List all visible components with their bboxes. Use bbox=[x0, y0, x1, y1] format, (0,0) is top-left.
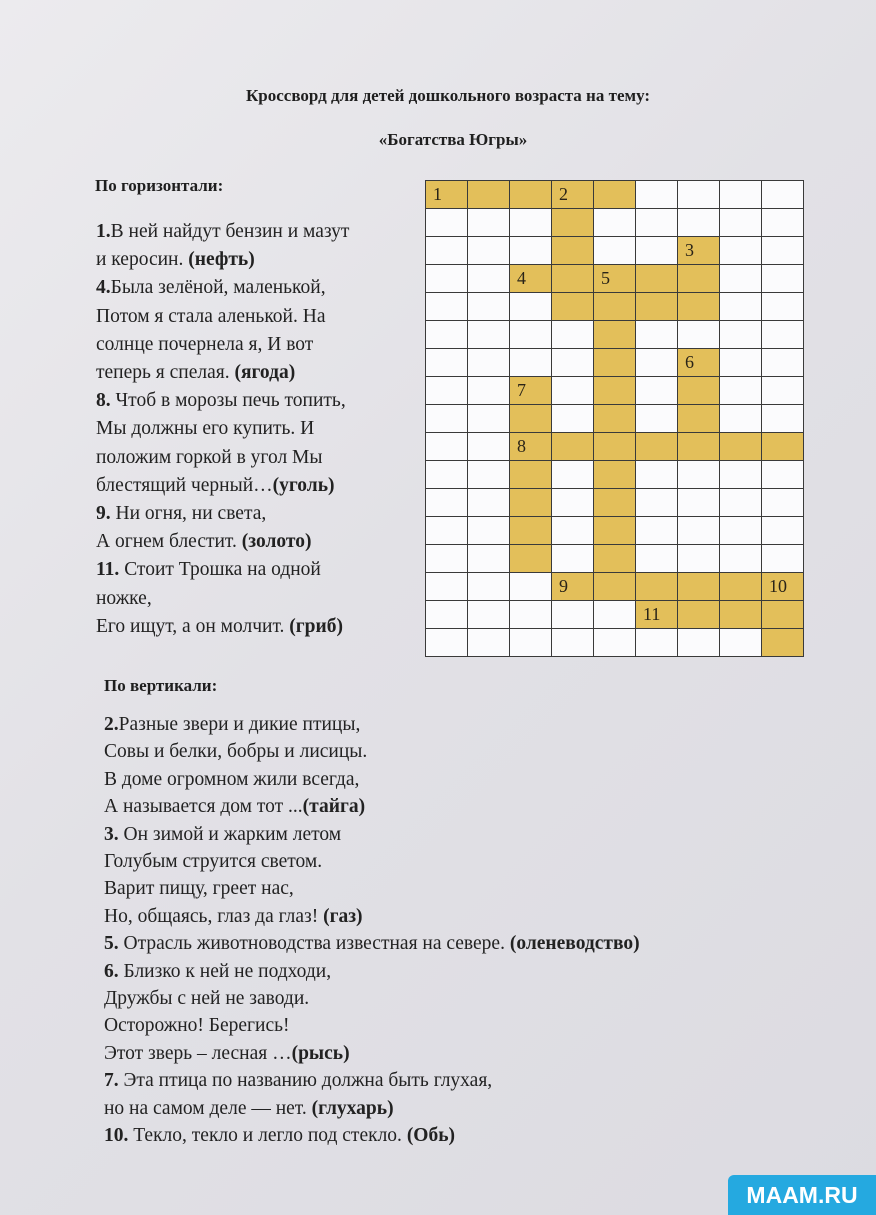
clue-text: Чтоб в морозы печь топить, bbox=[110, 390, 346, 412]
clue-answer: (глухарь) bbox=[311, 1097, 394, 1119]
clue-text: Потом я стала аленькой. На bbox=[96, 305, 326, 327]
grid-cell bbox=[762, 293, 804, 321]
answer-cell bbox=[678, 349, 720, 377]
clue-line bbox=[104, 958, 640, 985]
answer-cell bbox=[594, 517, 636, 545]
grid-cell bbox=[468, 573, 510, 601]
clue-text: Голубым струится светом. bbox=[104, 851, 323, 873]
grid-cell bbox=[426, 545, 468, 573]
grid-cell bbox=[720, 489, 762, 517]
grid-cell bbox=[762, 489, 804, 517]
grid-cell bbox=[678, 517, 720, 545]
grid-cell bbox=[594, 237, 636, 265]
answer-cell bbox=[552, 181, 594, 209]
clue-text: Этот зверь – лесная … bbox=[104, 1042, 292, 1064]
down-clue-list bbox=[104, 711, 640, 1150]
grid-cell bbox=[552, 405, 594, 433]
grid-cell bbox=[720, 461, 762, 489]
answer-cell bbox=[594, 265, 636, 293]
grid-cell bbox=[594, 629, 636, 657]
grid-cell bbox=[636, 461, 678, 489]
across-clue-1 bbox=[96, 218, 349, 274]
clue-answer: (газ) bbox=[323, 905, 363, 927]
grid-cell bbox=[468, 545, 510, 573]
grid-cell bbox=[426, 601, 468, 629]
answer-cell bbox=[678, 293, 720, 321]
clue-line bbox=[104, 1012, 640, 1039]
grid-cell bbox=[426, 573, 468, 601]
grid-cell bbox=[720, 265, 762, 293]
answer-cell bbox=[594, 461, 636, 489]
clue-answer: (рысь) bbox=[291, 1042, 350, 1064]
grid-cell bbox=[720, 181, 762, 209]
grid-cell bbox=[636, 349, 678, 377]
answer-cell bbox=[762, 629, 804, 657]
clue-number: 2. bbox=[104, 714, 119, 735]
answer-cell bbox=[636, 601, 678, 629]
clue-text: Варит пищу, греет нас, bbox=[104, 878, 294, 900]
answer-cell bbox=[636, 573, 678, 601]
across-clue-8 bbox=[96, 387, 349, 500]
answer-cell bbox=[678, 405, 720, 433]
answer-cell bbox=[552, 433, 594, 461]
grid-cell bbox=[426, 405, 468, 433]
grid-cell bbox=[426, 377, 468, 405]
clue-text: А называется дом тот ... bbox=[104, 796, 303, 818]
grid-cell bbox=[510, 293, 552, 321]
clue-text: положим горкой в угол Мы bbox=[96, 446, 323, 468]
grid-cell bbox=[510, 349, 552, 377]
clue-number: 11. bbox=[96, 559, 120, 581]
answer-cell bbox=[762, 433, 804, 461]
clue-line bbox=[104, 766, 640, 793]
clue-text: Стоит Трошка на одной bbox=[119, 559, 321, 581]
answer-cell bbox=[594, 405, 636, 433]
grid-cell bbox=[762, 209, 804, 237]
title-line-1: Кроссворд для детей дошкольного возраста на тему: bbox=[245, 86, 650, 105]
grid-cell bbox=[552, 349, 594, 377]
answer-cell bbox=[594, 433, 636, 461]
grid-cell bbox=[678, 181, 720, 209]
answer-cell bbox=[552, 573, 594, 601]
answer-cell bbox=[594, 349, 636, 377]
grid-cell bbox=[468, 321, 510, 349]
cell-number: 5 bbox=[601, 268, 610, 288]
across-clue-9 bbox=[96, 500, 349, 556]
grid-cell bbox=[426, 293, 468, 321]
clue-line bbox=[96, 303, 349, 331]
answer-cell bbox=[594, 489, 636, 517]
answer-cell bbox=[594, 573, 636, 601]
clue-answer: (ягода) bbox=[234, 362, 296, 384]
grid-cell bbox=[552, 545, 594, 573]
answer-cell bbox=[594, 545, 636, 573]
clue-line bbox=[96, 359, 349, 387]
grid-cell bbox=[636, 629, 678, 657]
down-clue-6 bbox=[104, 958, 640, 1068]
grid-cell bbox=[426, 433, 468, 461]
grid-cell bbox=[594, 601, 636, 629]
grid-cell bbox=[762, 377, 804, 405]
clue-line bbox=[96, 500, 349, 528]
clue-number: 7. bbox=[104, 1070, 119, 1092]
grid-cell bbox=[426, 349, 468, 377]
answer-cell bbox=[426, 181, 468, 209]
grid-cell bbox=[678, 461, 720, 489]
grid-cell bbox=[762, 265, 804, 293]
clue-line bbox=[104, 1095, 640, 1122]
cell-number: 4 bbox=[517, 268, 526, 288]
answer-cell bbox=[552, 209, 594, 237]
grid-cell bbox=[552, 377, 594, 405]
clue-line bbox=[96, 246, 349, 274]
grid-cell bbox=[552, 601, 594, 629]
clue-line bbox=[104, 848, 640, 875]
grid-cell bbox=[552, 517, 594, 545]
clue-line bbox=[96, 331, 349, 359]
grid-cell bbox=[552, 461, 594, 489]
clue-text: Отрасль животноводства известная на севере. bbox=[118, 933, 510, 955]
answer-cell bbox=[594, 181, 636, 209]
answer-cell bbox=[510, 405, 552, 433]
cell-number: 10 bbox=[769, 576, 787, 596]
across-clue-4 bbox=[96, 274, 349, 387]
clue-text: В доме огромном жили всегда, bbox=[104, 768, 360, 790]
grid-cell bbox=[468, 601, 510, 629]
clue-line bbox=[96, 585, 349, 613]
clue-text: Но, общаясь, глаз да глаз! bbox=[104, 905, 324, 927]
clue-text: Текло, текло и легло под стекло. bbox=[128, 1125, 407, 1147]
grid-cell bbox=[678, 209, 720, 237]
clue-number: 4. bbox=[96, 277, 111, 299]
grid-cell bbox=[720, 629, 762, 657]
clue-line bbox=[96, 556, 349, 584]
answer-cell bbox=[468, 181, 510, 209]
grid-cell bbox=[762, 321, 804, 349]
grid-cell bbox=[762, 545, 804, 573]
clue-line bbox=[104, 793, 640, 820]
grid-cell bbox=[510, 573, 552, 601]
clue-answer: (уголь) bbox=[272, 474, 335, 496]
clue-text: Эта птица по названию должна быть глухая, bbox=[118, 1070, 493, 1092]
grid-cell bbox=[636, 181, 678, 209]
answer-cell bbox=[594, 377, 636, 405]
down-clue-3 bbox=[104, 821, 640, 931]
grid-cell bbox=[720, 321, 762, 349]
answer-cell bbox=[510, 433, 552, 461]
answer-cell bbox=[510, 489, 552, 517]
grid-cell bbox=[510, 237, 552, 265]
across-clue-11 bbox=[96, 556, 349, 641]
clue-number: 9. bbox=[96, 503, 111, 525]
grid-cell bbox=[468, 237, 510, 265]
answer-cell bbox=[762, 601, 804, 629]
grid-cell bbox=[762, 461, 804, 489]
answer-cell bbox=[510, 461, 552, 489]
answer-cell bbox=[510, 545, 552, 573]
clue-text: Была зелёной, маленькой, bbox=[110, 277, 326, 299]
answer-cell bbox=[678, 433, 720, 461]
answer-cell bbox=[510, 181, 552, 209]
answer-cell bbox=[678, 377, 720, 405]
clue-line bbox=[104, 711, 640, 738]
maam-logo[interactable]: MAAM.RU bbox=[728, 1175, 876, 1215]
down-clue-2 bbox=[104, 711, 640, 821]
title-line-2: «Богатства Югры» bbox=[378, 130, 528, 149]
grid-cell bbox=[468, 349, 510, 377]
answer-cell bbox=[678, 237, 720, 265]
clue-answer: (Обь) bbox=[406, 1125, 456, 1147]
grid-cell bbox=[636, 517, 678, 545]
grid-cell bbox=[720, 293, 762, 321]
grid-cell bbox=[636, 237, 678, 265]
answer-cell bbox=[678, 573, 720, 601]
grid-cell bbox=[762, 517, 804, 545]
clue-line bbox=[96, 387, 349, 415]
answer-cell bbox=[594, 321, 636, 349]
cell-number: 3 bbox=[685, 240, 694, 260]
clue-text: А огнем блестит. bbox=[96, 531, 242, 553]
clue-text: солнце почернела я, И вот bbox=[96, 333, 314, 355]
clue-text: Разные звери и дикие птицы, bbox=[118, 714, 361, 735]
down-clue-5 bbox=[104, 930, 640, 957]
clue-text: Совы и белки, бобры и лисицы. bbox=[104, 741, 368, 763]
grid-cell bbox=[468, 433, 510, 461]
answer-cell bbox=[510, 517, 552, 545]
clue-number: 6. bbox=[104, 960, 119, 982]
grid-cell bbox=[636, 321, 678, 349]
grid-cell bbox=[468, 517, 510, 545]
grid-cell bbox=[762, 181, 804, 209]
grid-cell bbox=[426, 265, 468, 293]
grid-cell bbox=[468, 489, 510, 517]
cell-number: 2 bbox=[559, 184, 568, 204]
grid-cell bbox=[720, 517, 762, 545]
clue-line bbox=[96, 472, 349, 500]
answer-cell bbox=[552, 237, 594, 265]
clue-number: 10. bbox=[104, 1125, 129, 1147]
grid-cell bbox=[720, 237, 762, 265]
grid-cell bbox=[510, 209, 552, 237]
grid-cell bbox=[762, 349, 804, 377]
clue-line bbox=[104, 875, 640, 902]
clue-answer: (оленеводство) bbox=[509, 933, 640, 955]
across-clue-list bbox=[96, 218, 349, 641]
answer-cell bbox=[720, 573, 762, 601]
clue-line bbox=[96, 528, 349, 556]
answer-cell bbox=[552, 265, 594, 293]
grid-cell bbox=[426, 629, 468, 657]
answer-cell bbox=[552, 293, 594, 321]
answer-cell bbox=[720, 601, 762, 629]
clue-text: Его ищут, а он молчит. bbox=[96, 615, 290, 637]
grid-cell bbox=[636, 209, 678, 237]
answer-cell bbox=[762, 573, 804, 601]
grid-cell bbox=[762, 405, 804, 433]
clue-number: 8. bbox=[96, 390, 111, 412]
grid-cell bbox=[678, 321, 720, 349]
clue-answer: (нефть) bbox=[188, 249, 255, 271]
clue-number: 1. bbox=[96, 221, 111, 242]
grid-cell bbox=[552, 629, 594, 657]
grid-cell bbox=[510, 629, 552, 657]
clue-text: блестящий черный… bbox=[96, 474, 273, 496]
cell-number: 8 bbox=[517, 436, 526, 456]
clue-line bbox=[104, 738, 640, 765]
answer-cell bbox=[636, 265, 678, 293]
grid-cell bbox=[720, 405, 762, 433]
grid-cell bbox=[426, 237, 468, 265]
answer-cell bbox=[636, 293, 678, 321]
across-heading: По горизонтали: bbox=[95, 176, 224, 195]
clue-answer: (гриб) bbox=[289, 615, 343, 637]
clue-text: Дружбы с ней не заводи. bbox=[104, 988, 310, 1010]
clue-line bbox=[104, 1122, 640, 1149]
answer-cell bbox=[720, 433, 762, 461]
grid-cell bbox=[426, 321, 468, 349]
down-clue-10 bbox=[104, 1122, 640, 1149]
answer-cell bbox=[678, 601, 720, 629]
grid-cell bbox=[468, 461, 510, 489]
clue-number: 5. bbox=[104, 933, 119, 955]
answer-cell bbox=[510, 377, 552, 405]
clue-line bbox=[96, 613, 349, 641]
grid-cell bbox=[426, 489, 468, 517]
grid-cell bbox=[510, 321, 552, 349]
grid-cell bbox=[594, 209, 636, 237]
clue-line bbox=[96, 274, 349, 302]
clue-text: Он зимой и жарким летом bbox=[118, 823, 342, 845]
grid-cell bbox=[720, 545, 762, 573]
grid-cell bbox=[636, 489, 678, 517]
clue-text: но на самом деле — нет. bbox=[104, 1097, 312, 1119]
grid-cell bbox=[468, 265, 510, 293]
grid-cell bbox=[678, 545, 720, 573]
cell-number: 6 bbox=[685, 352, 694, 372]
clue-answer: (тайга) bbox=[302, 796, 366, 818]
grid-cell bbox=[720, 209, 762, 237]
clue-text: Мы должны его купить. И bbox=[96, 418, 315, 440]
grid-cell bbox=[468, 293, 510, 321]
down-heading: По вертикали: bbox=[104, 676, 218, 695]
grid-cell bbox=[762, 237, 804, 265]
clue-text: Осторожно! Берегись! bbox=[104, 1015, 290, 1037]
grid-cell bbox=[636, 405, 678, 433]
grid-cell bbox=[552, 321, 594, 349]
answer-cell bbox=[678, 265, 720, 293]
clue-line bbox=[96, 415, 349, 443]
clue-text: и керосин. bbox=[96, 249, 189, 271]
grid-cell bbox=[678, 489, 720, 517]
clue-line bbox=[104, 930, 640, 957]
clue-line bbox=[104, 821, 640, 848]
answer-cell bbox=[636, 433, 678, 461]
clue-text: Ни огня, ни света, bbox=[110, 503, 267, 525]
cell-number: 1 bbox=[433, 184, 442, 204]
clue-text: В ней найдут бензин и мазут bbox=[110, 221, 350, 242]
cell-number: 9 bbox=[559, 576, 568, 596]
clue-line bbox=[104, 985, 640, 1012]
grid-cell bbox=[468, 405, 510, 433]
answer-cell bbox=[594, 293, 636, 321]
cell-number: 11 bbox=[643, 604, 661, 624]
clue-text: Близко к ней не подходи, bbox=[118, 960, 332, 982]
crossword-grid bbox=[425, 180, 804, 657]
clue-text: теперь я спелая. bbox=[96, 362, 235, 384]
clue-line bbox=[96, 218, 349, 246]
clue-line bbox=[104, 1067, 640, 1094]
cell-number: 7 bbox=[517, 380, 526, 400]
grid-cell bbox=[468, 377, 510, 405]
grid-cell bbox=[552, 489, 594, 517]
clue-line bbox=[96, 444, 349, 472]
grid-cell bbox=[426, 517, 468, 545]
grid-cell bbox=[720, 377, 762, 405]
down-clue-7 bbox=[104, 1067, 640, 1122]
clue-answer: (золото) bbox=[241, 531, 312, 553]
grid-cell bbox=[678, 629, 720, 657]
grid-cell bbox=[468, 629, 510, 657]
grid-cell bbox=[720, 349, 762, 377]
clue-text: ножке, bbox=[96, 587, 152, 609]
grid-cell bbox=[426, 461, 468, 489]
clue-number: 3. bbox=[104, 823, 119, 845]
grid-cell bbox=[468, 209, 510, 237]
clue-line bbox=[104, 1040, 640, 1067]
grid-cell bbox=[636, 377, 678, 405]
answer-cell bbox=[510, 265, 552, 293]
grid-cell bbox=[636, 545, 678, 573]
grid-cell bbox=[426, 209, 468, 237]
grid-cell bbox=[510, 601, 552, 629]
clue-line bbox=[104, 903, 640, 930]
